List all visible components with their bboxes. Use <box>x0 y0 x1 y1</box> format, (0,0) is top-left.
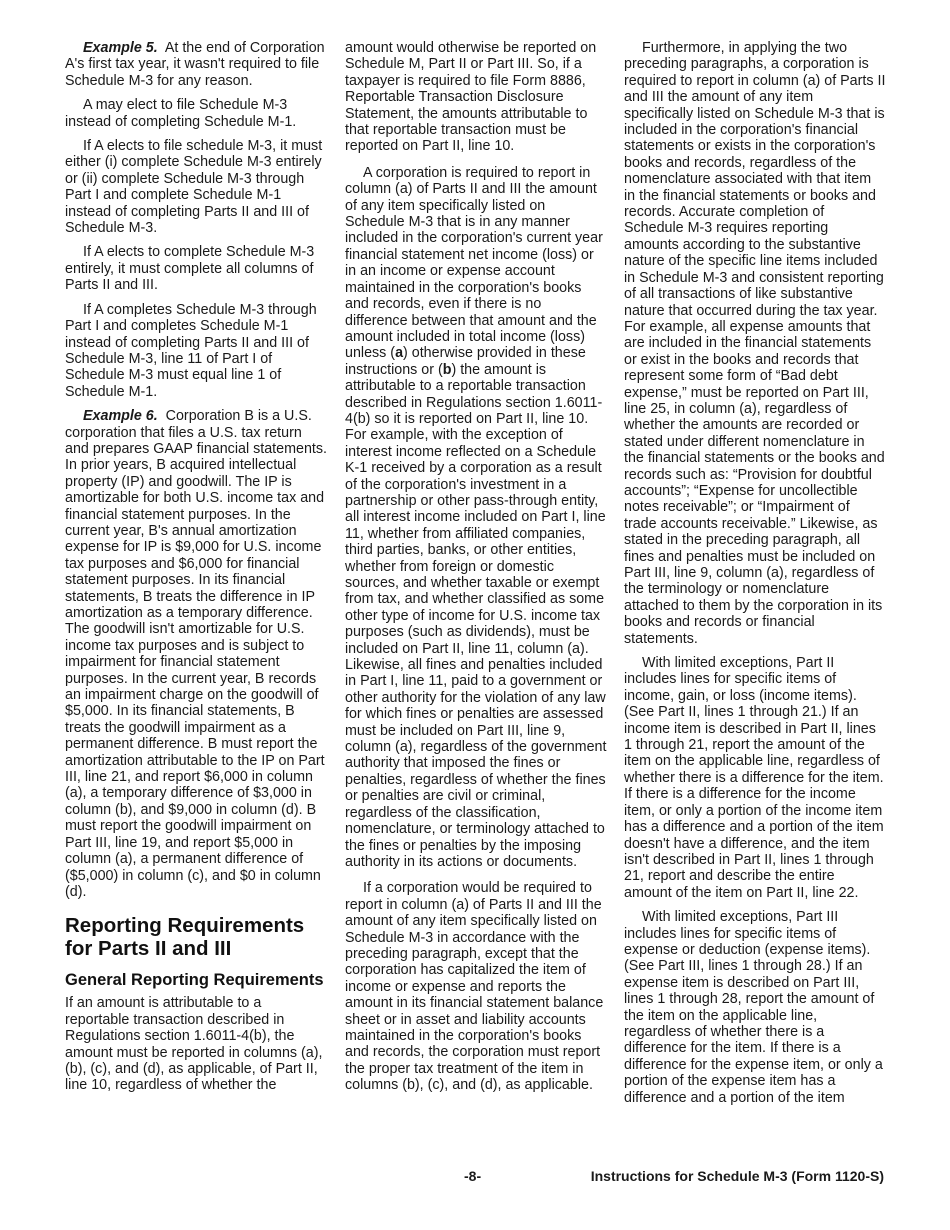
paragraph: amount would otherwise be reported on Schedule M, Part II or Part III. So, if a taxpayer is required to file Form 8886, Reportable Transaction Disclosure Statement, the amounts attributable to that reportable transaction must be reported on Part II, line 10. <box>345 40 597 155</box>
paragraph: With limited exceptions, Part II includes lines for specific items of income, gain, or loss (income items). (See Part II, lines 1 through 21.) If an income item is described in Part II, lines 1 through 21, report the amount of the item on the applicable line, regardless of whether there is a difference for the item. If there is a difference for the income item, or only a portion of the income item has a difference and a portion of the item doesn't have a difference, and the item isn't described in Part II, lines 1 through 21, report and describe the entire amount of the item on Part II, line 22. <box>624 655 884 901</box>
text-run: ) the amount is attributable to a reportable transaction described in Regulations section 1.6011-4(b) so it is reported on Part II, line 10. For example, with the exception of interest income reflected on a Schedule K-1 received by a corporation as a result of the corporation's investment in a partnership or other pass-through entity, all interest income included on Part I, line 11, whether from affiliated companies, third parties, banks, or other entities, whether from foreign or domestic sources, and whether taxable or exempt from tax, and whether classified as some other type of income for U.S. income tax purposes (such as dividends), must be included on Part II, line 11, column (a). Likewise, all fines and penalties included in Part I, line 11, paid to a government or other authority for the violation of any law for which fines or penalties are assessed must be included on Part III, line 9, column (a), regardless of the government authority that imposed the fines or penalties, regardless of whether the fines or penalties are civil or criminal, regardless of the classification, nomenclature, or terminology attached to the fines or penalties by the imposing authority in its actions or documents. <box>345 361 607 870</box>
example-5-label: Example 5. <box>83 40 158 56</box>
text-run: ) otherwise provided in these instructions or ( <box>345 345 586 378</box>
page-number: -8- <box>464 1168 482 1184</box>
example-5-text: At the end of Corporation A's first tax year, it wasn't required to file Schedule M-3 for any reason. <box>65 40 325 89</box>
paragraph: If A elects to file schedule M-3, it must either (i) complete Schedule M-3 entirely or (ii) complete Schedule M-3 through Part I and complete Schedule M-1 instead of completing Parts II and III of Schedule M-3. <box>65 138 323 237</box>
column-left <box>65 40 327 1102</box>
example-6-text: Corporation B is a U.S. corporation that files a U.S. tax return and prepares GAAP financial statements. In prior years, B acquired intellectual property (IP) and goodwill. The IP is amortizable for both U.S. income tax and financial statement purposes. In the current year, B's annual amortization expense for IP is $9,000 for U.S. income tax purposes and $6,000 for financial statement purposes. In its financial statements, B treats the difference in IP amortization as a temporary difference. The goodwill isn't amortizable for U.S. income tax purposes and is subject to impairment for financial statement purposes. In the current year, B records an impairment charge on the goodwill of $5,000. In its financial statements, B treats the goodwill impairment as a permanent difference. B must report the amortization attributable to the IP on Part III, line 21, and report $6,000 in column (a), a temporary difference of $3,000 in column (b), and $9,000 in column (d). B must report the goodwill impairment on Part III, line 19, and report $5,000 in column (a), a permanent difference of ($5,000) in column (c), and $0 in column (d). <box>65 408 327 900</box>
column-middle <box>345 40 607 1102</box>
footer-title: Instructions for Schedule M-3 (Form 1120-S) <box>590 1168 884 1184</box>
paragraph: Furthermore, in applying the two preceding paragraphs, a corporation is required to report in column (a) of Parts II and III the amount of any item specifically listed on Schedule M-3 that is included in the corporation's financial statements or exists in the corporation's books and records, regardless of the nomenclature associated with that item in the financial statements or books and records. Accurate completion of Schedule M-3 requires reporting amounts according to the substantive nature of the specific line items included in Schedule M-3 and consistent reporting of all transactions of like substantive nature that occurred during the tax year. For example, all expense amounts that are included in the financial statements or exist in the books and records that represent some form of “Bad debt expense,” must be reported on Part III, line 25, in column (a), regardless of whether the amounts are recorded or stated under different nomenclature in the financial statements or the books and records such as: “Provision for doubtful accounts”; “Expense for uncollectible notes receivable”; or “Impairment of trade accounts receivable.” Likewise, as stated in the preceding paragraph, all fines and penalties must be included on Part III, line 9, column (a), regardless of the terminology or nomenclature attached to them by the corporation in its books and records or financial statements. <box>624 40 886 647</box>
text-run: A corporation is required to report in column (a) of Parts II and III the amount of any item specifically listed on Schedule M-3 that is in any manner included in the corporation's current year financial statement net income (loss) or in an income or expense account maintained in the corporation's books and records, even if there is no difference between that amount and the amount included in total income (loss) unless ( <box>345 164 603 362</box>
paragraph: If an amount is attributable to a reportable transaction described in Regulations section 1.6011-4(b), the amount must be reported in columns (a), (b), (c), and (d), as applicable, of Part II, line 10, regardless of whether the <box>65 995 323 1094</box>
column-right <box>624 40 886 1114</box>
example-6-paragraph <box>65 408 327 900</box>
paragraph: If A elects to complete Schedule M-3 entirely, it must complete all columns of Parts II and III. <box>65 244 315 294</box>
example-6-label: Example 6. <box>83 408 158 425</box>
section-heading: Reporting Requirements for Parts II and III <box>65 914 305 961</box>
paragraph: If a corporation would be required to report in column (a) of Parts II and III the amount of any item specifically listed on Schedule M-3 in accordance with the preceding paragraph, except that the corporation has capitalized the item of income or expense and reports the amount in its financial statement balance sheet or in asset and liability accounts maintained in the corporation's books and records, the corporation must report the proper tax treatment of the item in columns (b), (c), and (d), as applicable. <box>345 880 604 1094</box>
paragraph <box>345 165 607 870</box>
paragraph: If A completes Schedule M-3 through Part I and completes Schedule M-1 instead of completing Parts II and III of Schedule M-3, line 11 of Part I of Schedule M-3 must equal line 1 of Schedule M-1. <box>65 301 317 400</box>
paragraph: A may elect to file Schedule M-3 instead of completing Schedule M-1. <box>65 97 297 130</box>
example-5-paragraph <box>65 40 327 89</box>
section-subheading: General Reporting Requirements <box>65 971 324 990</box>
bold-letter: a <box>395 345 404 362</box>
paragraph: With limited exceptions, Part III includes lines for specific items of expense or deduction (expense items). (See Part III, lines 1 through 28.) If an expense item is described on Part III, lines 1 through 28, report the amount of the item on the applicable line, regardless of whether there is a difference for the item. If there is a difference for the expense item, or only a portion of the expense item has a difference and a portion of the item <box>624 909 883 1106</box>
bold-letter: b <box>442 361 452 378</box>
